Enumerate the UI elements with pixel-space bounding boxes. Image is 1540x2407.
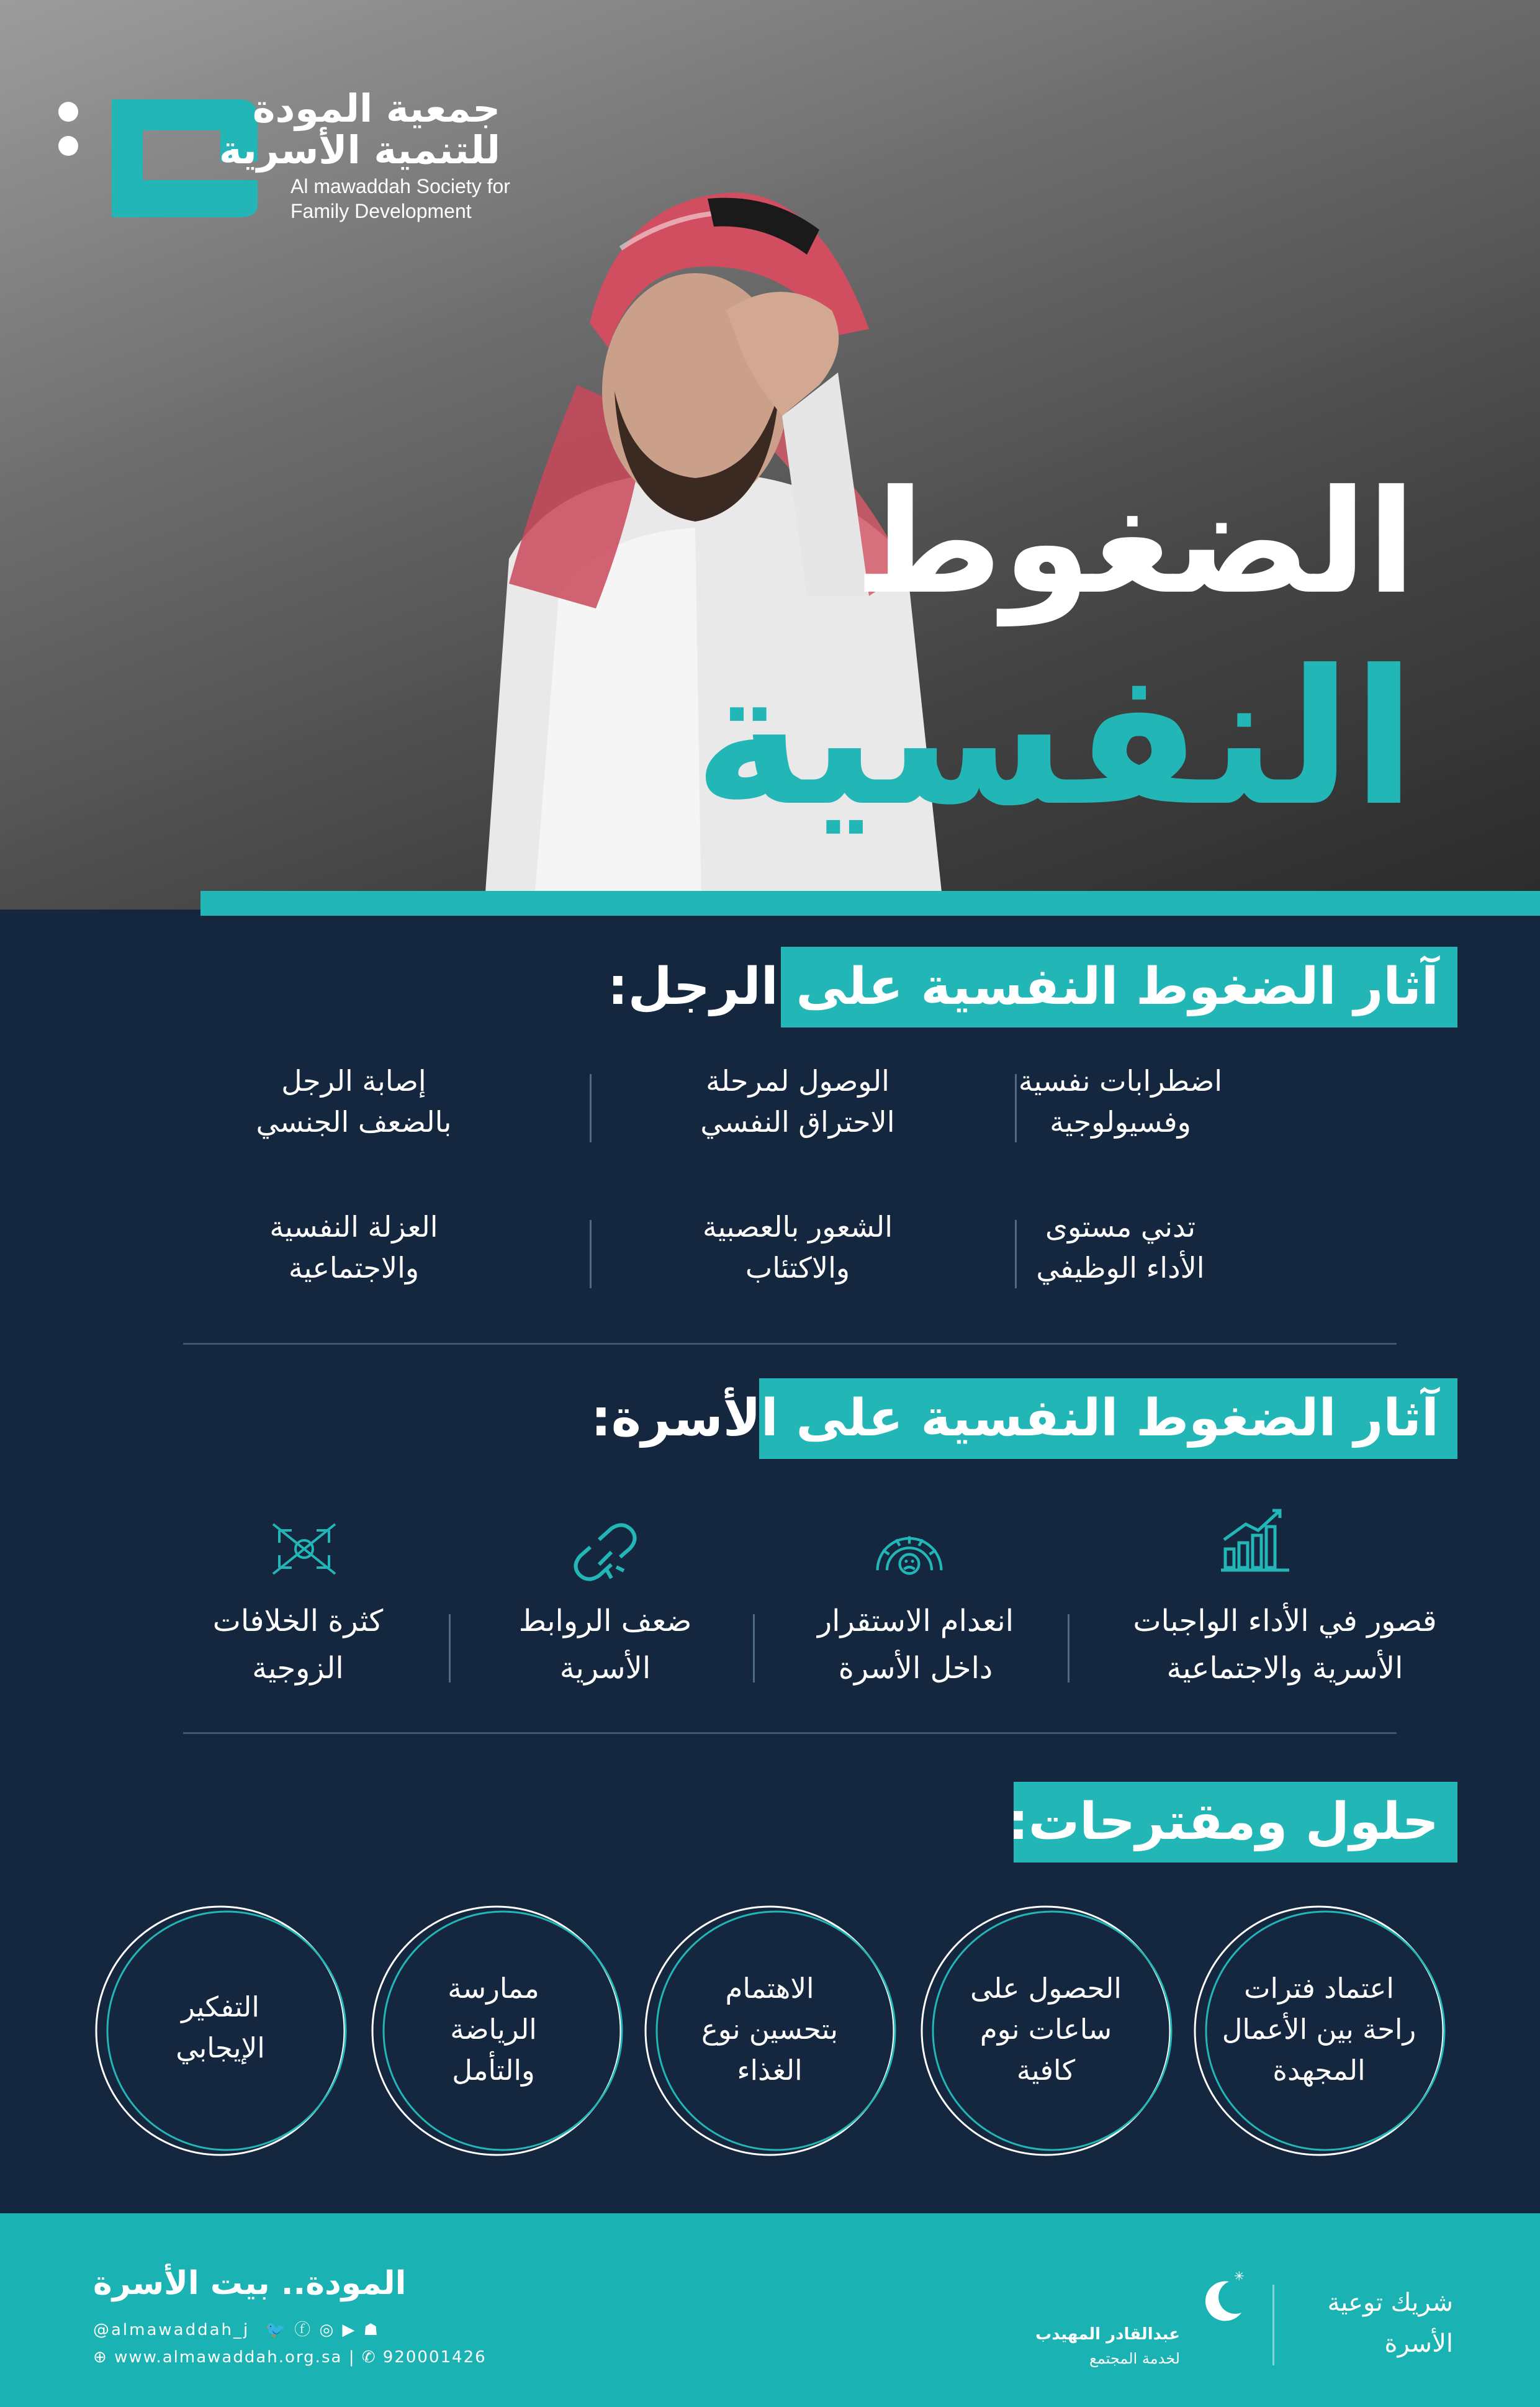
family-effect-item: انعدام الاستقرار داخل الأسرة xyxy=(817,1604,1014,1686)
logo-name-arabic-line1: جمعية المودة xyxy=(252,86,500,131)
svg-text:✳: ✳ xyxy=(1234,2269,1245,2283)
divider xyxy=(1272,2285,1274,2365)
snapchat-icon[interactable]: ☗ xyxy=(363,2321,380,2339)
section-heading-effects-on-family: آثار الضغوط النفسية على الأسرة: xyxy=(759,1378,1457,1459)
partner-name-line1: عبدالقادر المهيدب xyxy=(1035,2325,1180,2344)
globe-icon: ⊕ xyxy=(93,2348,108,2367)
effect-item: اضطرابات نفسية وفسيولوجية xyxy=(1018,1064,1223,1139)
page-title-line2: النفسية xyxy=(693,630,1416,847)
phone-icon: ✆ xyxy=(361,2348,377,2367)
page-title-line1: الضغوط xyxy=(854,460,1416,626)
footer xyxy=(0,2213,1540,2407)
divider xyxy=(590,1074,592,1142)
crossed-arrows-conflict-icon xyxy=(267,1515,341,1583)
broken-chain-icon xyxy=(568,1518,642,1586)
logo-name-english-line2: Family Development xyxy=(290,200,472,222)
partner-label-line2: الأسرة xyxy=(1384,2329,1453,2358)
hero-accent-bar xyxy=(200,891,1540,916)
section-divider xyxy=(183,1732,1397,1734)
partner-label-line1: شريك توعية xyxy=(1327,2288,1453,2317)
section-heading-solutions: حلول ومقترحات: xyxy=(1014,1782,1457,1863)
family-effect-item: ضعف الروابط الأسرية xyxy=(518,1604,692,1686)
partner-logo-crescent-icon xyxy=(1198,2269,1248,2325)
family-effect-item: قصور في الأداء الواجبات الأسرية والاجتماعية xyxy=(1133,1604,1437,1686)
phone-number[interactable]: 920001426 xyxy=(382,2348,487,2367)
effect-item: الشعور بالعصبية والاكتئاب xyxy=(703,1210,893,1285)
effect-item: تدني مستوى الأداء الوظيفي xyxy=(1036,1210,1205,1285)
social-handle[interactable]: @almawaddah_j xyxy=(93,2321,250,2339)
effect-item: إصابة الرجل بالضعف الجنسي xyxy=(256,1064,452,1139)
logo-name-arabic-line2: للتنمية الأسرية xyxy=(218,127,500,173)
section-divider xyxy=(183,1343,1397,1345)
effect-item: الوصول لمرحلة الاحتراق النفسي xyxy=(700,1064,895,1139)
twitter-icon[interactable]: 🐦 xyxy=(265,2321,287,2339)
solution-item: الاهتمام بتحسين نوع الغذاء xyxy=(701,1972,839,2087)
solution-item: التفكير الإيجابي xyxy=(176,1990,265,2064)
effect-item: العزلة النفسية والاجتماعية xyxy=(269,1210,438,1285)
sad-face-gauge-icon xyxy=(872,1515,947,1583)
youtube-icon[interactable]: ▶ xyxy=(342,2321,357,2339)
solution-item: ممارسة الرياضة والتأمل xyxy=(448,1972,539,2087)
footer-slogan: المودة.. بيت الأسرة xyxy=(93,2265,407,2302)
family-effect-item: كثرة الخلافات الزوجية xyxy=(212,1604,384,1686)
website-link[interactable]: www.almawaddah.org.sa xyxy=(114,2348,343,2367)
instagram-icon[interactable]: ◎ xyxy=(319,2321,336,2339)
solution-item: اعتماد فترات راحة بين الأعمال المجهدة xyxy=(1222,1972,1416,2087)
divider xyxy=(590,1220,592,1288)
social-handle-row xyxy=(93,2317,380,2340)
hero-banner xyxy=(0,0,1540,910)
divider xyxy=(1015,1220,1017,1288)
declining-bar-chart-icon xyxy=(1218,1506,1292,1574)
section-heading-effects-on-man: آثار الضغوط النفسية على الرجل: xyxy=(781,947,1457,1027)
divider xyxy=(1015,1074,1017,1142)
solution-item: الحصول على ساعات نوم كافية xyxy=(970,1972,1122,2087)
partner-name-line2: لخدمة المجتمع xyxy=(1089,2350,1180,2367)
logo-name-english-line1: Al mawaddah Society for xyxy=(290,175,510,197)
contact-row xyxy=(93,2348,487,2367)
divider: | xyxy=(348,2348,362,2367)
facebook-icon[interactable]: ⓕ xyxy=(294,2321,313,2339)
